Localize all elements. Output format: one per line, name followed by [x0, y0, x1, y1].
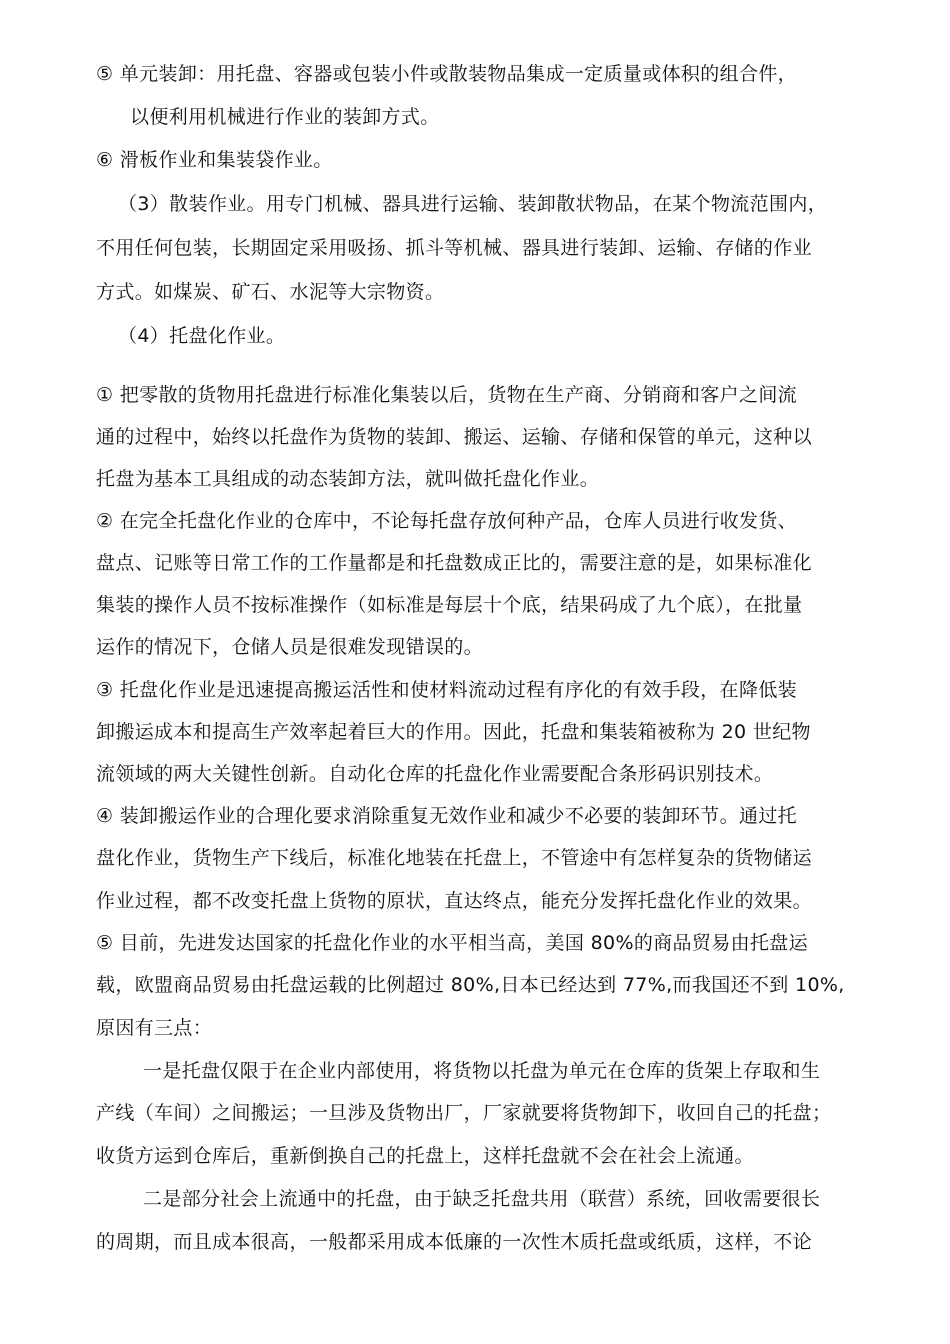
text-line: ④ 装卸搬运作业的合理化要求消除重复无效作业和减少不必要的装卸环节。通过托	[96, 805, 798, 827]
text-line: 卸搬运成本和提高生产效率起着巨大的作用。因此，托盘和集装箱被称为 20 世纪物	[96, 721, 811, 743]
text-line: ③ 托盘化作业是迅速提高搬运活性和使材料流动过程有序化的有效手段，在降低装	[96, 679, 798, 701]
text-line: 不用任何包装，长期固定采用吸扬、抓斗等机械、器具进行装卸、运输、存储的作业	[96, 237, 812, 259]
text-line: 盘化作业，货物生产下线后，标准化地装在托盘上，不管途中有怎样复杂的货物储运	[96, 847, 812, 869]
text-line: 收货方运到仓库后，重新倒换自己的托盘上，这样托盘就不会在社会上流通。	[96, 1145, 754, 1167]
text-line: 盘点、记账等日常工作的工作量都是和托盘数成正比的，需要注意的是，如果标准化	[96, 552, 812, 574]
text-line: 的周期，而且成本很高，一般都采用成本低廉的一次性木质托盘或纸质，这样，不论	[96, 1231, 812, 1253]
text-line: ① 把零散的货物用托盘进行标准化集装以后，货物在生产商、分销商和客户之间流	[96, 384, 798, 406]
text-line: ⑤ 目前，先进发达国家的托盘化作业的水平相当高，美国 80%的商品贸易由托盘运	[96, 932, 808, 954]
text-line: ⑤ 单元装卸：用托盘、容器或包装小件或散装物品集成一定质量或体积的组合件，	[96, 63, 798, 85]
text-line: 产线（车间）之间搬运；一旦涉及货物出厂，厂家就要将货物卸下，收回自己的托盘；	[96, 1102, 832, 1124]
text-line: ⑥ 滑板作业和集装袋作业。	[96, 149, 333, 171]
text-line: 运作的情况下，仓储人员是很难发现错误的。	[96, 636, 484, 658]
text-line: 原因有三点：	[96, 1017, 213, 1039]
text-line: 载，欧盟商品贸易由托盘运载的比例超过 80%,日本已经达到 77%,而我国还不到 10%,	[96, 974, 845, 996]
text-line: 集装的操作人员不按标准操作（如标准是每层十个底，结果码成了九个底），在批量	[96, 594, 803, 616]
text-line: 方式。如煤炭、矿石、水泥等大宗物资。	[96, 281, 445, 303]
text-line: 一是托盘仅限于在企业内部使用，将货物以托盘为单元在仓库的货架上存取和生	[143, 1060, 821, 1082]
text-line: 以便利用机械进行作业的装卸方式。	[130, 106, 440, 128]
text-line: 作业过程，都不改变托盘上货物的原状，直达终点，能充分发挥托盘化作业的效果。	[96, 890, 812, 912]
text-line: （4）托盘化作业。	[118, 325, 286, 347]
text-line: 托盘为基本工具组成的动态装卸方法，就叫做托盘化作业。	[96, 468, 600, 490]
text-line: （3）散装作业。用专门机械、器具进行运输、装卸散状物品，在某个物流范围内，	[118, 193, 828, 215]
text-line: 二是部分社会上流通中的托盘，由于缺乏托盘共用（联营）系统，回收需要很长	[143, 1188, 821, 1210]
text-line: 流领域的两大关键性创新。自动化仓库的托盘化作业需要配合条形码识别技术。	[96, 763, 774, 785]
text-line: ② 在完全托盘化作业的仓库中，不论每托盘存放何种产品，仓库人员进行收发货、	[96, 510, 798, 532]
text-line: 通的过程中，始终以托盘作为货物的装卸、搬运、运输、存储和保管的单元，这种以	[96, 426, 812, 448]
